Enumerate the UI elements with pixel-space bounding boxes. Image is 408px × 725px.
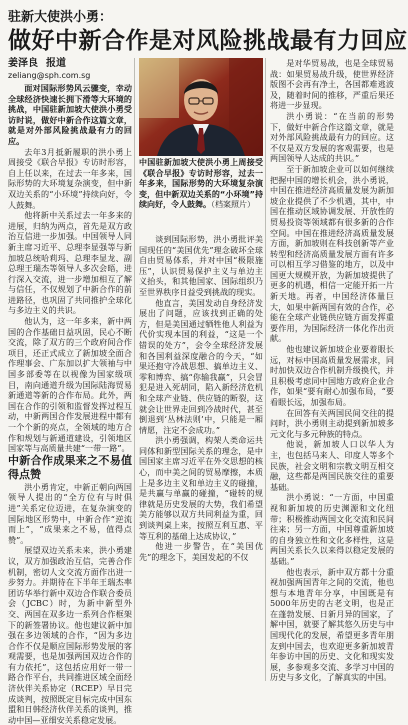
column-2	[139, 234, 263, 681]
paragraph: 去年3月抵新履职的洪小勇上周接受《联合早报》专访时形容，自上任以来，在过去一年多来，国际形势的大环境复杂演变，但中新双边关系的“小环境”持续向好，令人鼓舞。	[8, 146, 132, 210]
paragraph: 洪小勇肯定，中新正朝向两国领导人提出的“全方位有与时俱进”关系定位迈进，在复杂演变的国际地区形势中，中新合作“逆流而上”，“成果来之不易，值得点赞”。	[8, 481, 132, 545]
paragraph: 洪小勇说：“在当前的形势下，做好中新合作这篇文章，就是对外部风险挑战最有力的回应。这不仅是双方发展的客观需要，也是两国领导人达成的共识。”	[270, 110, 394, 164]
paragraph: 他也表示，新中双方都十分重视加强两国青年之间的交流，他也想与本地青年分享，中国既是有5000年历史的古老文明，也是正在蓬勃发展、日新月异的国家，了解中国，就要了解其悠久历史与中国现代化的发展，希望更多青年朋友到中国去，也欢迎更多新加坡青年参访中国的历史、文化和现实发展，多参观多交流、多学习中国的历史与多文化，了解真实的中国。	[270, 566, 394, 683]
column-3	[270, 58, 394, 681]
caption-source: （档案照片）	[211, 200, 255, 209]
column-divider	[265, 58, 266, 681]
section-subhead: 中新合作成果来之不易值得点赞	[8, 453, 132, 481]
paragraph: 在回答有关两国民间交往的提问时，洪小勇则主动提到新加坡多元文化与多元种族的特点。	[270, 407, 394, 439]
article-headline: 做好中新合作是对风险挑战最有力回应	[8, 28, 408, 54]
photo-caption	[139, 158, 263, 211]
paragraph: 他也建议新加坡企业要着眼长远，对标中国高质量发展需求，同时加快双边合作机制升级换代，并且积极考虑同中国地方政府企业合作，如果“要有耐心加强布局，“要看眼长远，加强布局。	[270, 344, 394, 407]
paragraph: 他将新中关系过去一年多来的进展，归纳为两点，首先是双方政治互信进一步加强。中国领导人同新主席习近平、总理李显强等与新加坡总统哈莉玛、总理李显龙、副总理王瑞杰等领导人多次会晤，进行深入交流，进一步增加相互了解与信任，不仅规划了中新合作的前进路径，也巩固了共同推护全球化与多边主义的共识。	[8, 210, 132, 316]
paragraph: 洪小勇强调，构架人类命运共同体和新型国际关系的理念，是中国国家主席习近平在外交思想的核心，而中美之间的贸易摩擦，本质上是多边主义和单边主义的碰撞，是共赢与单赢的碰撞，“碰转的规律就是历史发展的大势，我们希望美方能够以双方共同利益为重，回到谈判桌上来，按照互利互惠、平等互利的基础上达成协议，”	[139, 435, 263, 541]
paragraph: 他说，新加坡人口以华人为主，也包括马来人、印度人等多个民族，社会文明和宗教文明互相交融，这些都是两国民族交往的重要基础。	[270, 439, 394, 492]
paragraph: 谈到国际形势，洪小勇批评美国现任的“美国优先”理念破坏全球自由贸易体系，并对中国“极限施压”，认识贸易保护主义与单边主义抬头，和其他国家、国际组织乃至世界秩序日益受到挑战的现实。	[139, 234, 263, 297]
paragraph: 他认为，这一年多来，新中两国的合作基础日益巩固，民心不断交流，除了双方的三个政府间合作项目，还正式成立了新加坡全面合作理事会、广东加以扩大领袖与中国多部委等在以视像为国家级项目，南向通道升级为国际陆海贸易新通道等新的合作布局。此外，两国在合作的引领和监督发挥过程互动，中新两国合作发展进程中都有一个个新的亮点，全领域的地方合作和规划与新通道建设，引领地区国家等与高质量共建“一带一路”。	[8, 316, 132, 454]
paragraph: 洪小勇说：“一方面，中国重视和新加坡的历史渊源和文化纽带；积极推动两国文化交流和民间往来；另一方面，中国尊重新加坡的自身独立性和文化多样性，这是两国关系长久以来得以稳定发展的基础。”	[270, 492, 394, 566]
portrait-illustration	[139, 58, 263, 156]
paragraph: 展望双边关系未来，洪小勇建议，双方加强政治互信，完善合作机制，密切人文交流方面作出进一步努力。并期待在下半年王瑞杰率团访华举行新中双边合作联合委员会（JCBC）时，为新中新型外交、两国在双多边一系列合作框架下的新签署协议。他也建议新中加强在多边领域的合作，“因为多边合作不仅是顺应国际形势发展的客观需要，也是加强两国双边合作的有力依托”，这包括应用好一带一路合作平台，共同推进区域全面经济伙伴关系协定（RCEP）早日完成谈判，按照既定目标完成中国东盟和日韩经济伙伴关系的谈判，推动中国—亚细安关系稳定发展。	[8, 545, 132, 725]
ambassador-photo	[139, 58, 263, 156]
paragraph: 他进一步警告，在“美国优先”的理念下，美国发起的不仅	[139, 541, 263, 562]
article-kicker: 驻新大使洪小勇：	[8, 10, 113, 25]
paragraph: 是对华贸易战，也是全球贸易战：如果贸易战升级，使世界经济版图不会再有净土，各国都难逃波及，随着时间的推移，严重后果还将进一步显现。	[270, 58, 394, 111]
caption-text: 中国驻新加坡大使洪小勇上周接受《联合早报》专访时形容，过去一年多来，国际形势的大环境复杂演变，但中新双边关系的“小环境”持续向好，令人鼓舞。	[139, 158, 263, 209]
byline-email[interactable]: zeliang@sph.com.sg	[8, 71, 91, 80]
column-1	[8, 83, 132, 725]
article-lead: 面对国际形势风云骤变，幸动全球经济快速长拥下滑等大环境的挑战，中国驻新加坡大使洪小勇受访时说，做好中新合作这篇文章，就是对外部风险挑战最有力的回应。	[8, 83, 132, 146]
byline-role: 报道	[46, 58, 66, 69]
byline	[8, 58, 133, 82]
paragraph: 至于新加坡企业可以如何继续把握中国的增长机会，洪小勇说，中国在推进经济高质量发展为新加坡企业提供了不少机遇，其中，中国在推动区域协调发展、开放性的贸易投资等领域都有很多新的合作空间。中国在推进经济高质量发展方面，新加坡则在科技创新等产业转型和经济高质量发展方面有许多可以相互学习借鉴的地方，以及中国更大规模开放，为新加坡提供了更多的机遇，相信一定能开拓一片新天地。再者，中国经济体量巨大，如果中新两国有效的合作，必能在全球产业链供应链方面发挥重要作用，为国际经济一体化作出贡献。	[270, 163, 394, 344]
paragraph: 他直言，美国发动自身经济发展出了问题，应该找到正确的处方，但是美国通过牺牲他人利益为代价实现本国的利益，“这是一个错误的处方”，会令全球经济发展和各国利益深度融合的今天，“如果还抱守冷战思想、搞单边主义、零和博弈、搞“你输我赢”，只会冒犯是进入死胡同，陷入新经济危机和全球产业链、供应链的断裂，这就会让世界走回到冷战时代，甚至倒退到‘丛林法则’中，只能是一厢情愿，注定不会成功。”	[139, 297, 263, 435]
column-divider	[134, 58, 135, 681]
byline-name: 姜泽良	[8, 58, 38, 69]
